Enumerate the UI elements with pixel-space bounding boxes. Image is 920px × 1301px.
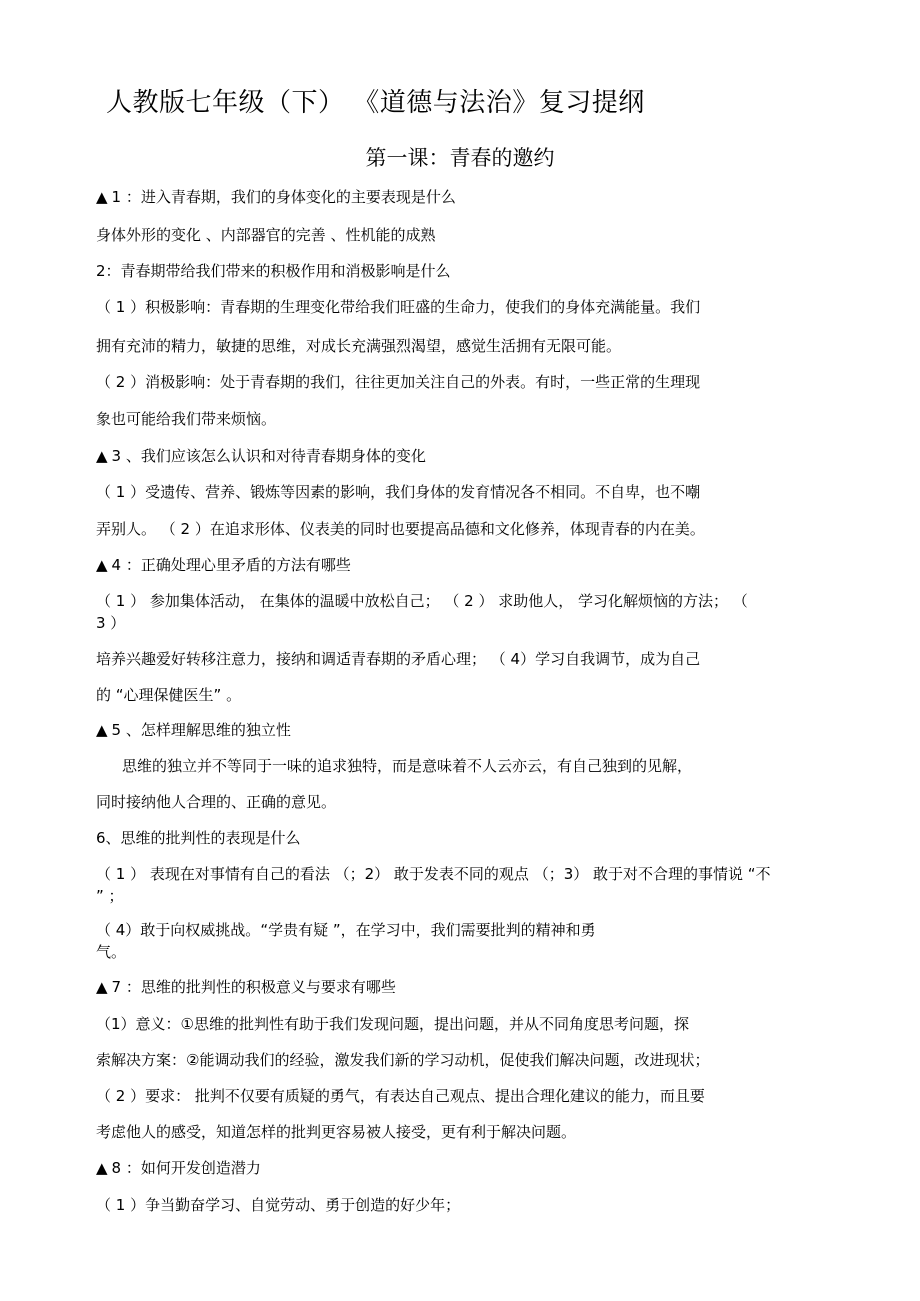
line-text: 气。: [96, 943, 127, 961]
triangle-marker-icon: ▲: [96, 721, 108, 739]
triangle-marker-icon: ▲: [96, 556, 108, 574]
line-text: （ 1 ） 参加集体活动， 在集体的温暖中放松自己； （ 2 ） 求助他人， 学习化解烦恼的方法； （: [96, 592, 748, 610]
line-text: 身体外形的变化 、内部器官的完善 、性机能的成熟: [96, 226, 436, 244]
text-line: [96, 829, 301, 847]
text-line: [122, 757, 692, 775]
text-line: [96, 447, 426, 465]
text-line: [96, 865, 771, 883]
text-line: [96, 410, 276, 428]
line-text: 考虑他人的感受，知道怎样的批判更容易被人接受，更有利于解决问题。: [96, 1123, 577, 1141]
text-line: [96, 337, 621, 355]
text-line: [96, 978, 396, 996]
triangle-marker-icon: ▲: [96, 978, 108, 996]
text-line: [96, 921, 596, 939]
text-line: [96, 262, 451, 280]
line-text: 拥有充沛的精力，敏捷的思维，对成长充满强烈渴望，感觉生活拥有无限可能。: [96, 337, 622, 355]
text-line: [96, 592, 748, 610]
lesson-title: 第一课：青春的邀约: [365, 146, 555, 170]
line-text: 6、思维的批判性的表现是什么: [96, 829, 301, 847]
triangle-marker-icon: ▲: [96, 1159, 108, 1177]
line-text: 弄别人。 （ 2 ）在追求形体、仪表美的同时也要提高品德和文化修养，体现青春的内在美。: [96, 520, 705, 538]
line-text: 的 “心理保健医生” 。: [96, 686, 242, 704]
text-line: [96, 483, 700, 501]
text-line: [96, 650, 700, 668]
line-text: （ 1 ）积极影响：青春期的生理变化带给我们旺盛的生命力，使我们的身体充满能量。我们: [96, 298, 701, 316]
text-line: [96, 556, 351, 574]
text-line: [96, 188, 456, 206]
line-text: （ 4）敢于向权威挑战。“学贵有疑 ”，在学习中，我们需要批判的精神和勇: [96, 921, 596, 939]
text-line: [96, 1123, 576, 1141]
line-text: 3 ）: [96, 614, 126, 632]
text-line: [96, 614, 125, 632]
text-line: [96, 226, 436, 244]
text-line: [96, 1196, 460, 1214]
line-text: 象也可能给我们带来烦恼。: [96, 410, 277, 428]
page-title: 人教版七年级（下） 《道德与法治》复习提纲: [106, 88, 645, 118]
line-text: 培养兴趣爱好转移注意力，接纳和调适青春期的矛盾心理； （ 4）学习自我调节，成为自己: [96, 650, 701, 668]
line-text: 4 ：正确处理心里矛盾的方法有哪些: [111, 556, 351, 574]
line-text: 同时接纳他人合理的、正确的意见。: [96, 793, 337, 811]
line-text: （1）意义：①思维的批判性有助于我们发现问题，提出问题，并从不同角度思考问题，探: [96, 1015, 689, 1033]
line-text: （ 1 ） 表现在对事情有自己的看法 （；2） 敢于发表不同的观点 （；3） 敢于对不合理的事情说 “不: [96, 865, 771, 883]
text-line: [96, 887, 124, 905]
text-line: [96, 1087, 705, 1105]
line-text: （ 1 ）受遗传、营养、锻炼等因素的影响，我们身体的发育情况各不相同。不自卑，也不嘲: [96, 483, 701, 501]
text-line: [96, 1159, 261, 1177]
text-line: [96, 686, 241, 704]
line-text: 索解决方案：②能调动我们的经验，激发我们新的学习动机，促使我们解决问题，改进现状；: [96, 1051, 710, 1069]
text-line: [96, 1015, 689, 1033]
line-text: 7 ：思维的批判性的积极意义与要求有哪些: [111, 978, 396, 996]
line-text: （ 2 ）消极影响：处于青春期的我们，往往更加关注自己的外表。有时，一些正常的生理现: [96, 373, 701, 391]
triangle-marker-icon: ▲: [96, 447, 108, 465]
line-text: 5 、怎样理解思维的独立性: [111, 721, 291, 739]
line-text: 2：青春期带给我们带来的积极作用和消极影响是什么: [96, 262, 451, 280]
text-line: [96, 943, 126, 961]
line-text: 思维的独立并不等同于一味的追求独特，而是意味着不人云亦云，有自己独到的见解，: [122, 757, 693, 775]
line-text: 1 ：进入青春期，我们的身体变化的主要表现是什么: [111, 188, 456, 206]
text-line: [96, 298, 700, 316]
line-text: ” ；: [96, 887, 124, 905]
line-text: 3 、我们应该怎么认识和对待青春期身体的变化: [111, 447, 426, 465]
triangle-marker-icon: ▲: [96, 188, 108, 206]
text-line: [96, 793, 336, 811]
text-line: [96, 1051, 709, 1069]
line-text: 8 ：如何开发创造潜力: [111, 1159, 261, 1177]
line-text: （ 2 ）要求： 批判不仅要有质疑的勇气，有表达自己观点、提出合理化建议的能力，而且要: [96, 1087, 705, 1105]
text-line: [96, 721, 291, 739]
text-line: [96, 373, 700, 391]
text-line: [96, 520, 705, 538]
line-text: （ 1 ）争当勤奋学习、自觉劳动、勇于创造的好少年；: [96, 1196, 461, 1214]
